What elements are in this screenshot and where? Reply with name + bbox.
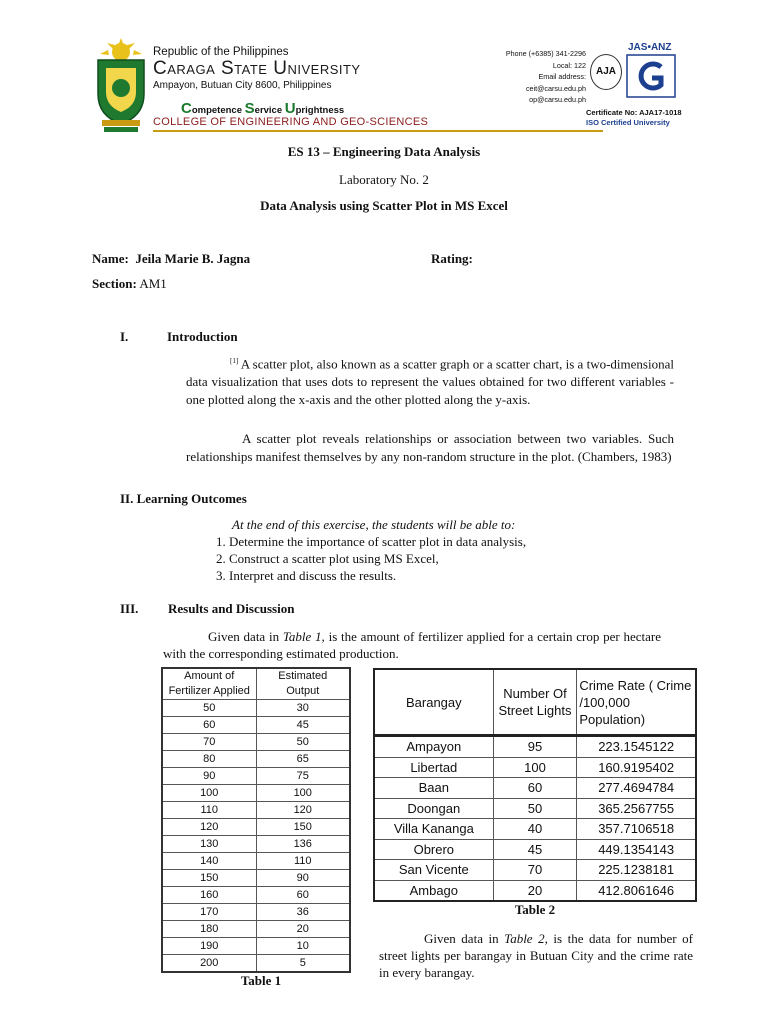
crime-rate-cell: 357.7106518 — [577, 819, 696, 840]
crime-rate-cell: 223.1545122 — [577, 736, 696, 758]
table1-header-row — [162, 668, 350, 700]
fertilizer-amount-cell: 160 — [162, 887, 256, 904]
estimated-output-cell: 45 — [256, 717, 350, 734]
table-row — [162, 904, 350, 921]
street-lights-cell: 95 — [493, 736, 577, 758]
table-row — [162, 768, 350, 785]
estimated-output-cell: 90 — [256, 870, 350, 887]
college-name: COLLEGE OF ENGINEERING AND GEO-SCIENCES — [153, 116, 429, 128]
street-lights-cell: 60 — [493, 778, 577, 799]
fertilizer-amount-cell: 180 — [162, 921, 256, 938]
estimated-output-cell: 100 — [256, 785, 350, 802]
table-row — [374, 819, 696, 840]
letterhead-divider — [153, 130, 603, 132]
email-primary: ceit@carsu.edu.ph — [525, 83, 586, 93]
given-table2-paragraph — [379, 930, 693, 981]
table-row — [162, 717, 350, 734]
table-row — [162, 751, 350, 768]
estimated-output-cell: 110 — [256, 853, 350, 870]
street-lights-cell: 70 — [493, 860, 577, 881]
street-lights-cell: 20 — [493, 880, 577, 901]
fertilizer-amount-cell: 70 — [162, 734, 256, 751]
table-row — [162, 955, 350, 973]
barangay-cell: Ampayon — [374, 736, 493, 758]
table-row — [162, 921, 350, 938]
crime-rate-cell: 412.8061646 — [577, 880, 696, 901]
estimated-output-cell: 60 — [256, 887, 350, 904]
crime-rate-cell: 160.9195402 — [577, 757, 696, 778]
street-lights-cell: 100 — [493, 757, 577, 778]
certificate-number: Certificate No: AJA17-1018 — [586, 108, 682, 117]
given1-pre: Given data in — [208, 629, 283, 644]
crime-rate-cell: 449.1354143 — [577, 839, 696, 860]
lab-number: Laboratory No. 2 — [339, 172, 429, 187]
university-seal-icon — [92, 38, 150, 134]
table-row — [374, 839, 696, 860]
street-lights-cell: 45 — [493, 839, 577, 860]
table-1 — [161, 667, 351, 973]
phone-text: Phone (+6385) 341-2296 — [505, 49, 586, 58]
table-row — [162, 700, 350, 717]
iso-label: ISO Certified University — [586, 118, 670, 127]
core-value-word: ervice — [254, 105, 283, 116]
email-label: Email address: — [538, 72, 586, 81]
core-values — [181, 100, 344, 117]
table2-caption: Table 2 — [514, 902, 556, 917]
estimated-output-cell: 5 — [256, 955, 350, 973]
fertilizer-amount-cell: 110 — [162, 802, 256, 819]
fertilizer-amount-cell: 140 — [162, 853, 256, 870]
table-row — [374, 880, 696, 901]
section-value: AM1 — [139, 276, 167, 291]
street-lights-cell: 40 — [493, 819, 577, 840]
barangay-cell: Baan — [374, 778, 493, 799]
estimated-output-cell: 150 — [256, 819, 350, 836]
core-value-initial: C — [181, 100, 192, 117]
contact-block — [490, 48, 586, 106]
fertilizer-amount-cell: 200 — [162, 955, 256, 973]
table-row — [162, 938, 350, 955]
local-text: Local: 122 — [552, 60, 586, 70]
table-row — [162, 836, 350, 853]
estimated-output-cell: 75 — [256, 768, 350, 785]
barangay-cell: Doongan — [374, 798, 493, 819]
jas-anz-label: JAS•ANZ — [628, 42, 672, 53]
given2-pre: Given data in — [424, 931, 505, 946]
table-row — [374, 736, 696, 758]
core-value-word: prightness — [295, 105, 345, 116]
table-row — [162, 887, 350, 904]
course-title: ES 13 – Engineering Data Analysis — [287, 144, 481, 159]
fertilizer-amount-cell: 130 — [162, 836, 256, 853]
intro-p1-text: A scatter plot, also known as a scatter graph or a scatter chart, is a two-dimensional data visualization that uses dots to represent the values obtained for two different variables - one plotted along the x-axis and the other plotted along the y-axis. — [186, 356, 674, 408]
crime-rate-cell: 277.4694784 — [577, 778, 696, 799]
table1-ref: Table 1, — [282, 629, 325, 644]
ref-marker: [1] — [230, 357, 239, 365]
intro-paragraph-1 — [186, 352, 674, 409]
name-label: Name: — [92, 251, 129, 266]
table-2 — [373, 668, 697, 902]
rating-label: Rating: — [431, 251, 473, 266]
fertilizer-amount-cell: 50 — [162, 700, 256, 717]
table-row — [374, 778, 696, 799]
section-label: Section: — [92, 276, 137, 291]
estimated-output-cell: 36 — [256, 904, 350, 921]
aja-badge — [590, 54, 622, 90]
fertilizer-amount-cell: 80 — [162, 751, 256, 768]
table-row — [162, 785, 350, 802]
table-row — [374, 798, 696, 819]
given1-post: is the amount of fertilizer applied for a certain crop per hectare with the corresponding estimated production. — [163, 629, 661, 661]
table-row — [162, 734, 350, 751]
table-row — [162, 870, 350, 887]
table2-header-street-lights: Number Of Street Lights — [493, 669, 577, 736]
email-secondary: op@carsu.edu.ph — [529, 95, 586, 104]
fertilizer-amount-cell: 100 — [162, 785, 256, 802]
fertilizer-amount-cell: 60 — [162, 717, 256, 734]
name-line — [92, 250, 250, 268]
table-row — [162, 819, 350, 836]
fertilizer-amount-cell: 120 — [162, 819, 256, 836]
outcome-item: 2. Construct a scatter plot using MS Excel, — [216, 551, 439, 566]
core-value-initial: U — [284, 100, 296, 117]
university-address: Ampayon, Butuan City 8600, Philippines — [153, 80, 332, 91]
core-value-initial: S — [244, 100, 255, 117]
republic-text: Republic of the Philippines — [153, 46, 289, 58]
estimated-output-cell: 120 — [256, 802, 350, 819]
table-row — [374, 757, 696, 778]
table1-header-output: Estimated Output — [256, 668, 350, 700]
intro-number: I. — [120, 329, 129, 344]
fertilizer-amount-cell: 190 — [162, 938, 256, 955]
outcome-item: 3. Interpret and discuss the results. — [216, 568, 397, 583]
intro-heading: Introduction — [167, 329, 238, 344]
barangay-cell: Obrero — [374, 839, 493, 860]
barangay-cell: Ambago — [374, 880, 493, 901]
table2-header-barangay: Barangay — [374, 669, 493, 736]
results-heading: Results and Discussion — [168, 601, 295, 616]
outcome-item: 1. Determine the importance of scatter plot in data analysis, — [216, 534, 527, 549]
given-table1-paragraph — [163, 628, 661, 662]
barangay-cell: Villa Kananga — [374, 819, 493, 840]
intro-paragraph-2: A scatter plot reveals relationships or association between two variables. Such relationships manifest themselves by any non-random structure in the plot. (Chambers, 1983) — [186, 431, 674, 464]
crime-rate-cell: 365.2567755 — [577, 798, 696, 819]
table1-header-amount: Amount of Fertilizer Applied — [162, 668, 256, 700]
table1-caption: Table 1 — [240, 973, 282, 988]
estimated-output-cell: 65 — [256, 751, 350, 768]
certification-mark-icon — [626, 54, 676, 98]
fertilizer-amount-cell: 170 — [162, 904, 256, 921]
table2-header-crime-rate: Crime Rate ( Crime /100,000 Population) — [577, 669, 696, 736]
outcomes-lead: At the end of this exercise, the students will be able to: — [232, 517, 516, 532]
email-line — [490, 71, 586, 94]
street-lights-cell: 50 — [493, 798, 577, 819]
estimated-output-cell: 30 — [256, 700, 350, 717]
estimated-output-cell: 20 — [256, 921, 350, 938]
estimated-output-cell: 10 — [256, 938, 350, 955]
barangay-cell: San Vicente — [374, 860, 493, 881]
estimated-output-cell: 136 — [256, 836, 350, 853]
table-row — [374, 860, 696, 881]
table-row — [162, 802, 350, 819]
given2-post: is the data for number of street lights per barangay in Butuan City and the crime rate in every barangay. — [379, 931, 694, 980]
table2-header-row — [374, 669, 696, 736]
table2-ref: Table 2, — [504, 931, 548, 946]
barangay-cell: Libertad — [374, 757, 493, 778]
doc-title: Data Analysis using Scatter Plot in MS Excel — [260, 198, 508, 213]
crime-rate-cell: 225.1238181 — [577, 860, 696, 881]
fertilizer-amount-cell: 90 — [162, 768, 256, 785]
core-value-word: ompetence — [191, 105, 242, 116]
estimated-output-cell: 50 — [256, 734, 350, 751]
iso-certification — [588, 42, 680, 130]
aja-text: AJA — [595, 66, 616, 77]
results-number: III. — [120, 601, 139, 616]
fertilizer-amount-cell: 150 — [162, 870, 256, 887]
name-value: Jeila Marie B. Jagna — [135, 251, 251, 266]
university-name: Caraga State University — [153, 58, 361, 79]
outcomes-heading: II. Learning Outcomes — [120, 491, 247, 506]
table-row — [162, 853, 350, 870]
section-line — [92, 275, 167, 293]
